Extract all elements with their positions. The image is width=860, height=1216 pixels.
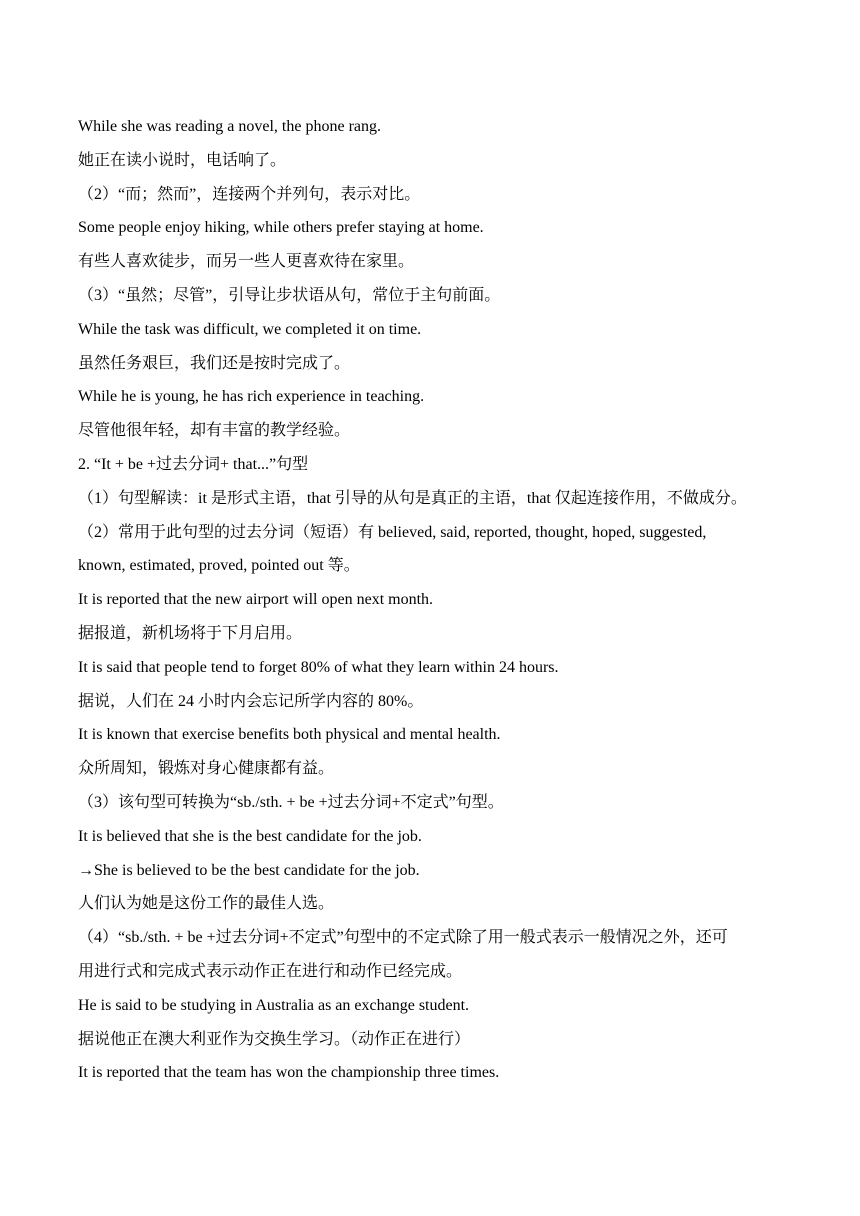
example-sentence-zh: 尽管他很年轻，却有丰富的教学经验。: [78, 422, 351, 440]
example-sentence-zh: 据报道，新机场将于下月启用。: [78, 624, 303, 642]
example-sentence-en: It is said that people tend to forget 80% of what they learn within 24 hours.: [78, 658, 559, 676]
example-sentence-zh: 虽然任务艰巨，我们还是按时完成了。: [78, 354, 351, 372]
example-sentence-en: While the task was difficult, we completed it on time.: [78, 320, 422, 338]
usage-note: （3）“虽然；尽管”，引导让步状语从句，常位于主句前面。: [78, 286, 501, 304]
example-sentence-zh: 她正在读小说时，电话响了。: [78, 151, 287, 169]
usage-note: （4）“sb./sth. + be +过去分词+不定式”句型中的不定式除了用一般式表示一般情况之外，还可: [78, 929, 728, 947]
example-sentence-en: While she was reading a novel, the phone rang.: [78, 118, 382, 135]
example-sentence-en: It is reported that the new airport will open next month.: [78, 591, 434, 609]
example-sentence-zh: 据说他正在澳大利亚作为交换生学习。（动作正在进行）: [78, 1030, 471, 1048]
usage-note: （2）常用于此句型的过去分词（短语）有 believed, said, reported, thought, hoped, suggested,: [78, 523, 707, 541]
example-sentence-en: He is said to be studying in Australia as an exchange student.: [78, 996, 470, 1014]
section-heading: 2. “It + be +过去分词+ that...”句型: [78, 455, 309, 473]
example-sentence-en: It is reported that the team has won the championship three times.: [78, 1064, 500, 1082]
example-sentence-en: While he is young, he has rich experience in teaching.: [78, 388, 425, 406]
usage-note: （2）“而；然而”，连接两个并列句，表示对比。: [78, 185, 421, 203]
example-sentence-en: It is known that exercise benefits both physical and mental health.: [78, 726, 501, 744]
example-sentence-zh: 据说，人们在 24 小时内会忘记所学内容的 80%。: [78, 692, 424, 710]
example-sentence-zh: 众所周知，锻炼对身心健康都有益。: [78, 760, 335, 778]
example-sentence-zh: 人们认为她是这份工作的最佳人选。: [78, 895, 335, 913]
example-sentence-en: It is believed that she is the best candidate for the job.: [78, 827, 422, 845]
example-sentence-zh: 有些人喜欢徒步，而另一些人更喜欢待在家里。: [78, 253, 415, 271]
example-sentence-en-transformed: →She is believed to be the best candidate for the job.: [78, 861, 420, 879]
usage-note-continued: 用进行式和完成式表示动作正在进行和动作已经完成。: [78, 962, 463, 980]
document-body: [78, 110, 790, 1090]
usage-note: （1）句型解读：it 是形式主语，that 引导的从句是真正的主语，that 仅起连接作用，不做成分。: [78, 489, 747, 507]
usage-note: （3）该句型可转换为“sb./sth. + be +过去分词+不定式”句型。: [78, 793, 504, 811]
usage-note-continued: known, estimated, proved, pointed out 等。: [78, 557, 360, 575]
example-sentence-en: Some people enjoy hiking, while others prefer staying at home.: [78, 219, 484, 237]
